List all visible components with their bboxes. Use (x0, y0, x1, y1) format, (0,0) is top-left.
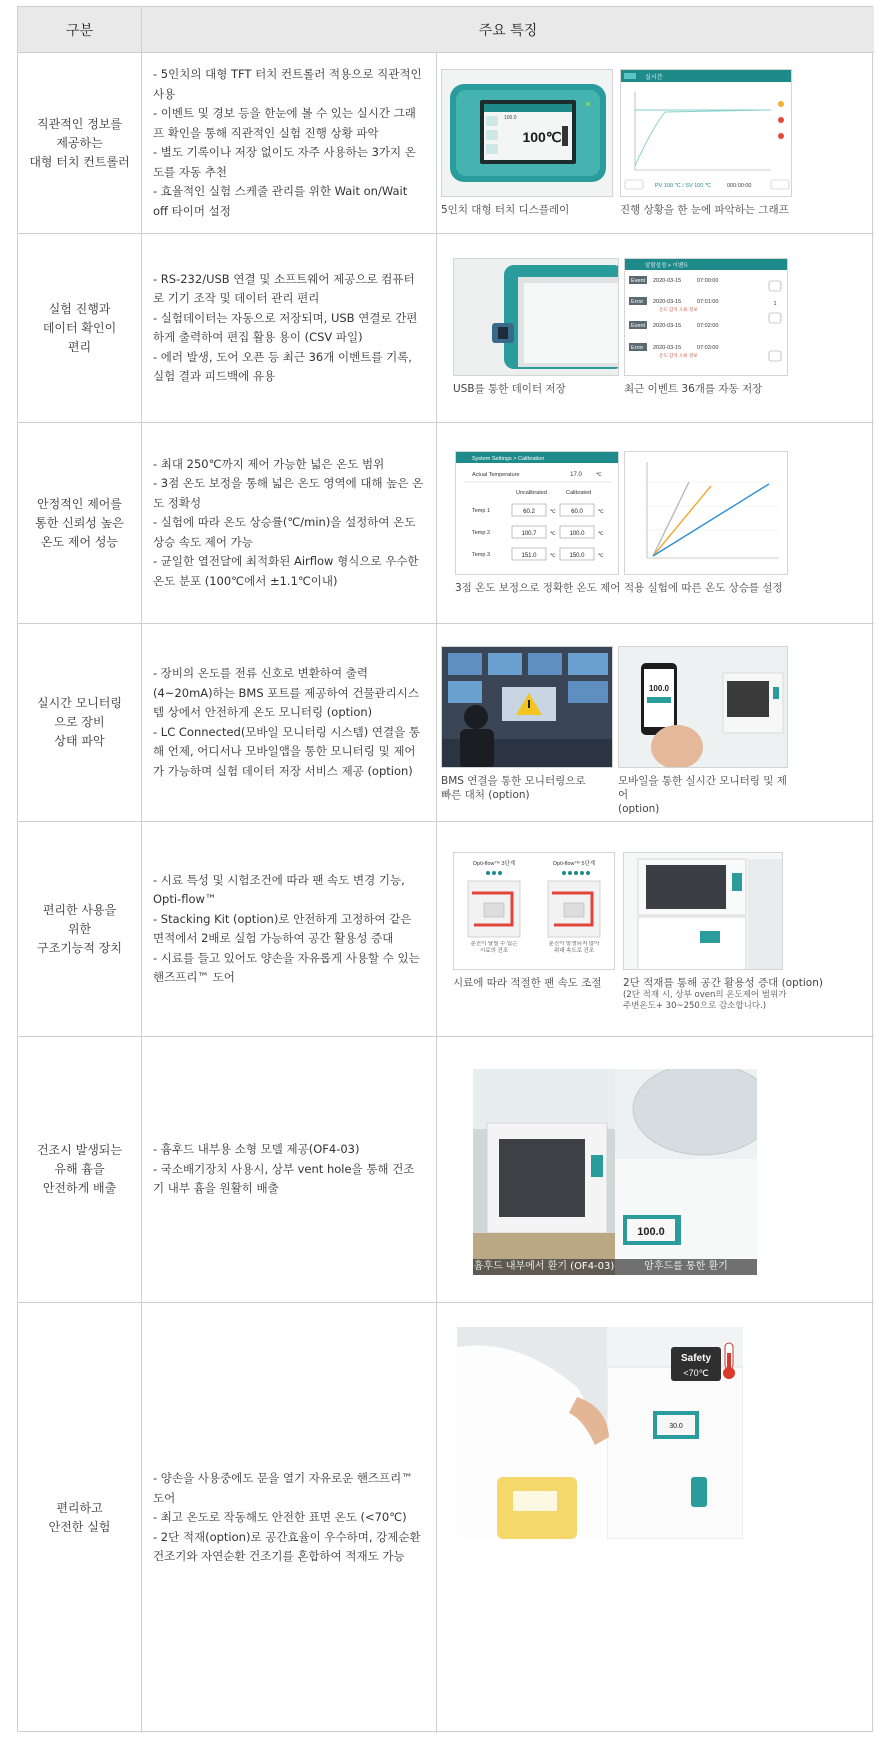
table-row (18, 1303, 874, 1733)
description-line: - LC Connected(모바일 모니터링 시스템) 연결을 통해 언제, 어디서나 모바일앱을 통한 모니터링 및 제어가 가능하며 실험 데이터 저장 서비스 제공 (option) (153, 724, 420, 778)
image-caption: 모바일을 통한 실시간 모니터링 및 제어 (option) (618, 775, 787, 815)
event-date: 2020-03-15 (653, 299, 682, 305)
graph-screen-image (620, 69, 792, 197)
row-images (437, 822, 874, 1036)
unit-label: ℃ (598, 531, 604, 537)
row-images (437, 234, 874, 422)
table-row (18, 624, 874, 822)
opti-flow-diagram (453, 852, 615, 970)
description-line: - RS-232/USB 연결 및 소프트웨어 제공으로 컴퓨터로 기기 조작 및 데이터 관리 편리 (153, 271, 415, 305)
row-images (437, 624, 874, 821)
table-row (18, 1037, 874, 1303)
event-date: 2020-03-15 (653, 345, 682, 351)
event-time: 07:00:00 (697, 278, 719, 284)
display-sv: 100.0 (504, 115, 517, 121)
mobile-monitoring-image (618, 646, 788, 768)
opti-flow-left-note: 분진이 날릴 수 있는 시료의 건조 (470, 941, 518, 954)
description-line: - 국소배기장치 사용시, 상부 vent hole을 통해 건조기 내부 흄을 원활히 배출 (153, 1161, 415, 1196)
description-line: - 실험에 따라 온도 상승률(℃/min)을 설정하여 온도 상승 속도 제어 가능 (153, 515, 416, 549)
image-caption: 최근 이벤트 36개를 자동 저장 (624, 383, 763, 395)
event-log-figure (624, 258, 794, 400)
row-category: 실시간 모니터링 으로 장비 상태 파악 (18, 624, 142, 821)
svg-text:실시간: 실시간 (645, 75, 663, 81)
table-row (18, 822, 874, 1037)
fume-hood-temperature: 100.0 (637, 1226, 665, 1238)
description-line: - 최고 온도로 작동해도 안전한 표면 온도 (<70℃) (153, 1510, 407, 1525)
header-category: 구분 (18, 7, 142, 53)
bms-figure (441, 646, 613, 806)
description-line: - 2단 적재(option)로 공간효율이 우수하며, 강제순환 건조기와 자연순환 건조기를 혼합하여 적재도 가능 (153, 1529, 421, 1564)
image-caption: 시료에 따라 적절한 팬 속도 조절 (453, 977, 602, 989)
row-images (437, 1037, 874, 1302)
opti-flow-right-title: Opti-flow™ 5단계 (552, 861, 596, 867)
cal-uncal-value: 100.7 (521, 531, 537, 537)
unit-label: ℃ (598, 509, 604, 515)
image-caption: 3점 온도 보정으로 정확한 온도 제어 (455, 582, 621, 594)
image-caption: 적용 실험에 따른 온도 상승를 설정 (624, 582, 783, 594)
table-row (18, 234, 874, 423)
description-line: - 이벤트 및 경보 등을 한눈에 볼 수 있는 실시간 그래프 확인을 통해 직관적인 실험 진행 상황 파악 (153, 106, 416, 140)
cal-row-name: Temp 1 (472, 508, 491, 514)
event-log-screen (624, 258, 788, 376)
header-features: 주요 특징 (142, 7, 874, 53)
image-caption: 암후드를 통한 환기 (644, 1261, 728, 1272)
calibration-title: System Settings > Calibration (472, 456, 545, 462)
image-caption: 5인치 대형 터치 디스플레이 (441, 204, 570, 216)
event-note: 온도 감지 오류 경보 (659, 307, 698, 312)
stacking-note: (2단 적재 시, 상부 oven의 온도제어 범위가 주변온도+ 30~250으로 감소합니다.) (623, 990, 787, 1011)
opti-flow-left-title: Opti-flow™ 3단계 (472, 861, 516, 867)
uncalibrated-header: Uncalibrated (516, 490, 547, 496)
unit-label: ℃ (550, 553, 556, 559)
image-caption: 2단 적재를 통해 공간 활용성 증대 (option) (623, 977, 823, 989)
cal-uncal-value: 151.0 (521, 553, 537, 559)
row-images (437, 53, 874, 233)
description-line: - 최대 250℃까지 제어 가능한 넓은 온도 범위 (153, 456, 385, 471)
event-note: 온도 감지 오류 경보 (659, 353, 698, 358)
actual-temp-value: 17.0 (570, 472, 582, 478)
stacking-image (623, 852, 783, 970)
table-row (18, 53, 874, 234)
event-date: 2020-03-15 (653, 323, 682, 329)
row-description (142, 1037, 437, 1302)
touch-display-image (441, 69, 613, 197)
row-description (142, 1303, 437, 1733)
description-line: - 실험데이터는 자동으로 저장되며, USB 연결로 간편하게 출력하여 편집 활용 용이 (CSV 파일) (153, 310, 418, 344)
display-temperature: 100℃ (522, 129, 562, 145)
description-line: - Stacking Kit (option)로 안전하게 고정하여 같은 면적에서 2배로 실험 가능하여 공간 활용성 증대 (153, 911, 412, 945)
fume-hood-image (473, 1069, 757, 1275)
row-description (142, 234, 437, 422)
event-type: Event (631, 323, 646, 329)
fume-hood-figure (473, 1069, 757, 1275)
unit-label: ℃ (596, 472, 602, 478)
description-line: - 흄후드 내부용 소형 모델 제공(OF4-03) (153, 1142, 360, 1157)
phone-temperature: 100.0 (648, 684, 670, 693)
row-description (142, 624, 437, 821)
ramp-rate-graph (624, 451, 788, 575)
row-description (142, 53, 437, 233)
actual-temp-label: Actual Temperature (472, 472, 520, 478)
event-type: Error (631, 345, 644, 351)
event-date: 2020-03-15 (653, 278, 682, 284)
row-category: 건조시 발생되는 유해 흄을 안전하게 배출 (18, 1037, 142, 1302)
calibration-figure (455, 451, 623, 601)
description-line: - 양손을 사용중에도 문을 열기 자유로운 핸즈프리™ 도어 (153, 1471, 413, 1505)
image-caption: 흄후드 내부에서 환기 (OF4-03) (473, 1261, 615, 1272)
event-page: 1 (773, 301, 777, 307)
cal-row-name: Temp 2 (472, 530, 491, 536)
row-description (142, 423, 437, 623)
cal-uncal-value: 60.2 (523, 509, 535, 515)
row-images (437, 1303, 874, 1733)
graph-pv-sv: PV 100 ℃ / SV 100 ℃ (655, 183, 712, 189)
row-category: 편리하고 안전한 실험 (18, 1303, 142, 1733)
event-type: Error (631, 299, 644, 305)
description-line: - 5인치의 대형 TFT 터치 컨트롤러 적용으로 직관적인 사용 (153, 67, 422, 101)
safety-badge-value: <70℃ (683, 1368, 709, 1378)
safety-badge-title: Safety (680, 1353, 712, 1364)
graph-timer: 000:00:00 (727, 183, 752, 189)
image-caption: 진행 상황을 한 눈에 파악하는 그래프 (620, 204, 789, 216)
unit-label: ℃ (550, 509, 556, 515)
stacking-figure (623, 852, 823, 1022)
event-type: Event (631, 278, 646, 284)
calibrated-header: Calibrated (566, 490, 592, 496)
oven-screen-temperature: 30.0 (669, 1423, 683, 1430)
row-category: 실험 진행과 데이터 확인이 편리 (18, 234, 142, 422)
cal-row-name: Temp 3 (472, 552, 491, 558)
unit-label: ℃ (598, 553, 604, 559)
cal-cal-value: 150.0 (569, 553, 585, 559)
calibration-screen (455, 451, 619, 575)
row-category: 직관적인 정보를 제공하는 대형 터치 컨트롤러 (18, 53, 142, 233)
row-category: 편리한 사용을 위한 구조기능적 장치 (18, 822, 142, 1036)
event-time: 07:02:00 (697, 323, 719, 329)
image-caption: USB를 통한 데이터 저장 (453, 383, 566, 395)
graph-figure (620, 69, 794, 219)
safety-image (457, 1327, 743, 1539)
event-time: 07:01:00 (697, 299, 719, 305)
svg-text:알람설정 > 이벤트: 알람설정 > 이벤트 (645, 263, 689, 269)
feature-table (17, 6, 873, 1732)
description-line: - 시료 특성 및 시험조건에 따라 팬 속도 변경 기능, Opti-flow™ (153, 872, 405, 906)
description-line: - 균일한 열전달에 최적화된 Airflow 형식으로 우수한 온도 분포 (100℃에서 ±1.1℃이내) (153, 554, 419, 588)
description-line: - 3점 온도 보정을 통해 넓은 온도 영역에 대해 높은 온도 정확성 (153, 476, 424, 510)
row-category: 안정적인 제어를 통한 신뢰성 높은 온도 제어 성능 (18, 423, 142, 623)
usb-figure (453, 258, 621, 400)
description-line: - 에러 발생, 도어 오픈 등 최근 36개 이벤트를 기록, 실험 결과 피드백에 유용 (153, 349, 412, 383)
mobile-figure (618, 646, 794, 815)
row-description (142, 822, 437, 1036)
description-line: - 효율적인 실험 스케줄 관리를 위한 Wait on/Wait off 타이머 설정 (153, 184, 408, 218)
bms-monitoring-image (441, 646, 613, 768)
ramp-rate-figure (624, 451, 794, 601)
description-line: - 장비의 온도를 전류 신호로 변환하여 출력(4~20mA)하는 BMS 포트를 제공하여 건물관리시스템 상에서 안전하게 온도 모니터링 (option) (153, 666, 419, 719)
cal-cal-value: 100.0 (569, 531, 585, 537)
opti-flow-figure (453, 852, 619, 1002)
table-row (18, 423, 874, 624)
image-caption: BMS 연결을 통한 모니터링으로 빠른 대처 (option) (441, 775, 586, 801)
cal-cal-value: 60.0 (571, 509, 583, 515)
description-line: - 별도 기록이나 저장 없이도 자주 사용하는 3가지 온도를 자동 추천 (153, 145, 416, 179)
safety-figure (457, 1327, 743, 1539)
touch-display-figure (441, 69, 615, 219)
event-time: 07:03:00 (697, 345, 719, 351)
row-images (437, 423, 874, 623)
usb-image (453, 258, 619, 376)
unit-label: ℃ (550, 531, 556, 537)
opti-flow-right-note: 분진이 발생되지 않아 쥐대 속도로 건조 (548, 941, 600, 954)
description-line: - 시료를 들고 있어도 양손을 자유롭게 사용할 수 있는 핸즈프리™ 도어 (153, 950, 420, 984)
